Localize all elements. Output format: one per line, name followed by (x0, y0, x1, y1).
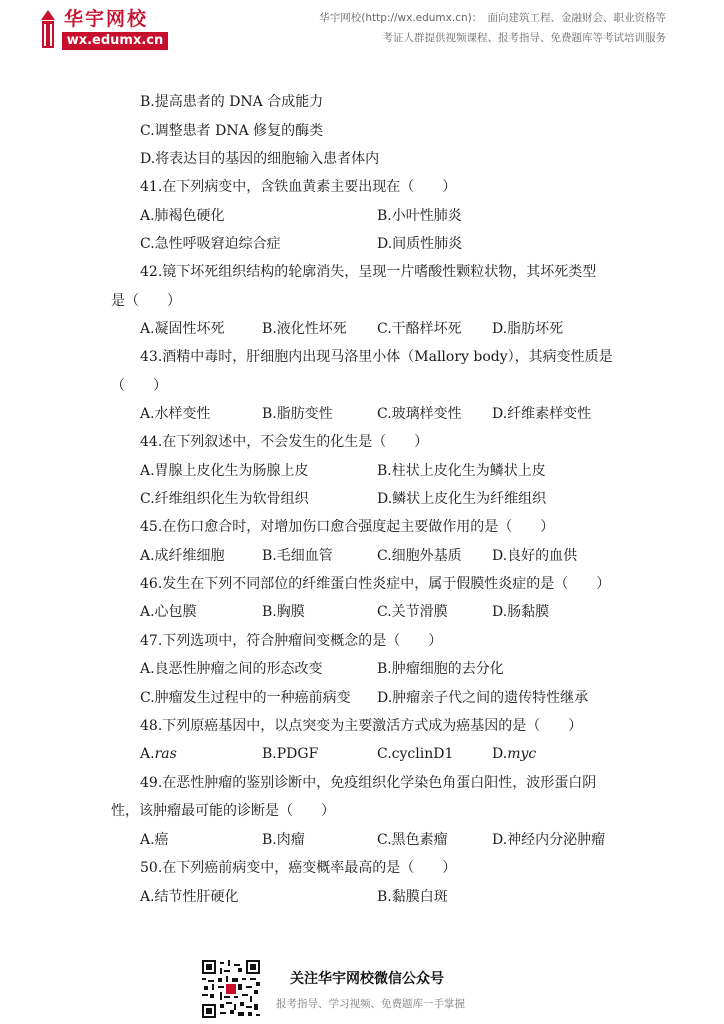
header-tagline-1: 华宇网校(http://wx.edumx.cn)： 面向建筑工程、金融财会、职业资格等 (319, 12, 666, 24)
q47-option-d: D.肿瘤亲子代之间的遗传特性继承 (377, 690, 589, 706)
question-42-stem: 42.镜下坏死组织结构的轮廓消失，呈现一片嗜酸性颗粒状物，其坏死类型 (140, 264, 597, 280)
q49-option-a: A.癌 (140, 832, 169, 848)
page-footer (0, 950, 724, 1024)
option-line: C.调整患者 DNA 修复的酶类 (140, 123, 324, 139)
logo-wordmark: 华宇网校 (64, 8, 149, 30)
q48-option-d (492, 744, 536, 764)
pencil-icon (38, 10, 58, 50)
question-41-stem: 41.在下列病变中，含铁血黄素主要出现在（ ） (140, 179, 457, 195)
question-50-stem: 50.在下列癌前病变中，癌变概率最高的是（ ） (140, 860, 457, 876)
q44-option-b: B.柱状上皮化生为鳞状上皮 (377, 463, 546, 479)
q42-option-b: B.液化性坏死 (262, 321, 347, 337)
q42-option-c: C.干酪样坏死 (377, 321, 462, 337)
question-44-stem: 44.在下列叙述中，不会发生的化生是（ ） (140, 434, 429, 450)
page-header (0, 0, 724, 60)
footer-subtitle: 报考指导、学习视频、免费题库一手掌握 (276, 998, 465, 1010)
q45-option-b: B.毛细血管 (262, 548, 333, 564)
q49-option-c: C.黑色素瘤 (377, 832, 448, 848)
q48-option-b: B.PDGF (262, 746, 319, 762)
q50-option-a: A.结节性肝硬化 (140, 889, 239, 905)
q48-option-a-gene: ras (154, 746, 177, 762)
q48-option-a (140, 744, 177, 764)
q45-option-a: A.成纤维细胞 (140, 548, 225, 564)
q49-option-b: B.肉瘤 (262, 832, 305, 848)
q43-option-b: B.脂肪变性 (262, 406, 333, 422)
q41-option-a: A.肺褐色硬化 (140, 208, 225, 224)
q46-option-c: C.关节滑膜 (377, 604, 448, 620)
header-tagline-2: 考证人群提供视频课程、报考指导、免费题库等考试培训服务 (382, 32, 666, 44)
q45-option-d: D.良好的血供 (492, 548, 578, 564)
q48-option-a-prefix: A. (140, 746, 155, 762)
q42-option-a: A.凝固性坏死 (140, 321, 225, 337)
footer-title: 关注华宇网校微信公众号 (290, 971, 444, 987)
q49-option-d: D.神经内分泌肿瘤 (492, 832, 606, 848)
qr-code-icon[interactable] (202, 960, 260, 1018)
question-49-stem: 49.在恶性肿瘤的鉴别诊断中，免疫组织化学染色角蛋白阳性，波形蛋白阴 (140, 775, 597, 791)
q44-option-c: C.纤维组织化生为软骨组织 (140, 491, 309, 507)
q43-option-c: C.玻璃样变性 (377, 406, 462, 422)
q43-option-d: D.纤维素样变性 (492, 406, 592, 422)
q46-option-b: B.胸膜 (262, 604, 305, 620)
question-42-stem-cont: 是（ ） (111, 293, 181, 309)
option-line: B.提高患者的 DNA 合成能力 (140, 94, 324, 110)
question-47-stem: 47.下列选项中，符合肿瘤间变概念的是（ ） (140, 633, 443, 649)
q46-option-a: A.心包膜 (140, 604, 197, 620)
question-48-stem: 48.下列原癌基因中，以点突变为主要激活方式成为癌基因的是（ ） (140, 718, 583, 734)
q45-option-c: C.细胞外基质 (377, 548, 462, 564)
question-46-stem: 46.发生在下列不同部位的纤维蛋白性炎症中，属于假膜性炎症的是（ ） (140, 576, 611, 592)
q47-option-b: B.肿瘤细胞的去分化 (377, 661, 504, 677)
question-43-stem-cont: （ ） (111, 378, 167, 394)
q47-option-a: A.良恶性肿瘤之间的形态改变 (140, 661, 323, 677)
q41-option-b: B.小叶性肺炎 (377, 208, 462, 224)
logo-url: wx.edumx.cn (62, 32, 168, 50)
q41-option-d: D.间质性肺炎 (377, 236, 463, 252)
q48-option-d-prefix: D. (492, 746, 508, 762)
option-line: D.将表达目的基因的细胞输入患者体内 (140, 151, 380, 167)
question-43-stem: 43.酒精中毒时，肝细胞内出现马洛里小体（Mallory body），其病变性质是 (140, 349, 613, 365)
q43-option-a: A.水样变性 (140, 406, 211, 422)
q48-option-c: C.cyclinD1 (377, 746, 454, 762)
q50-option-b: B.黏膜白斑 (377, 889, 448, 905)
q41-option-c: C.急性呼吸窘迫综合症 (140, 236, 281, 252)
question-49-stem-cont: 性，该肿瘤最可能的诊断是（ ） (111, 803, 335, 819)
q42-option-d: D.脂肪坏死 (492, 321, 564, 337)
question-45-stem: 45.在伤口愈合时，对增加伤口愈合强度起主要做作用的是（ ） (140, 519, 555, 535)
q48-option-d-gene: myc (507, 746, 537, 762)
q44-option-a: A.胃腺上皮化生为肠腺上皮 (140, 463, 309, 479)
q44-option-d: D.鳞状上皮化生为纤维组织 (377, 491, 547, 507)
brand-logo[interactable] (38, 8, 168, 50)
q47-option-c: C.肿瘤发生过程中的一种癌前病变 (140, 690, 351, 706)
q46-option-d: D.肠黏膜 (492, 604, 550, 620)
